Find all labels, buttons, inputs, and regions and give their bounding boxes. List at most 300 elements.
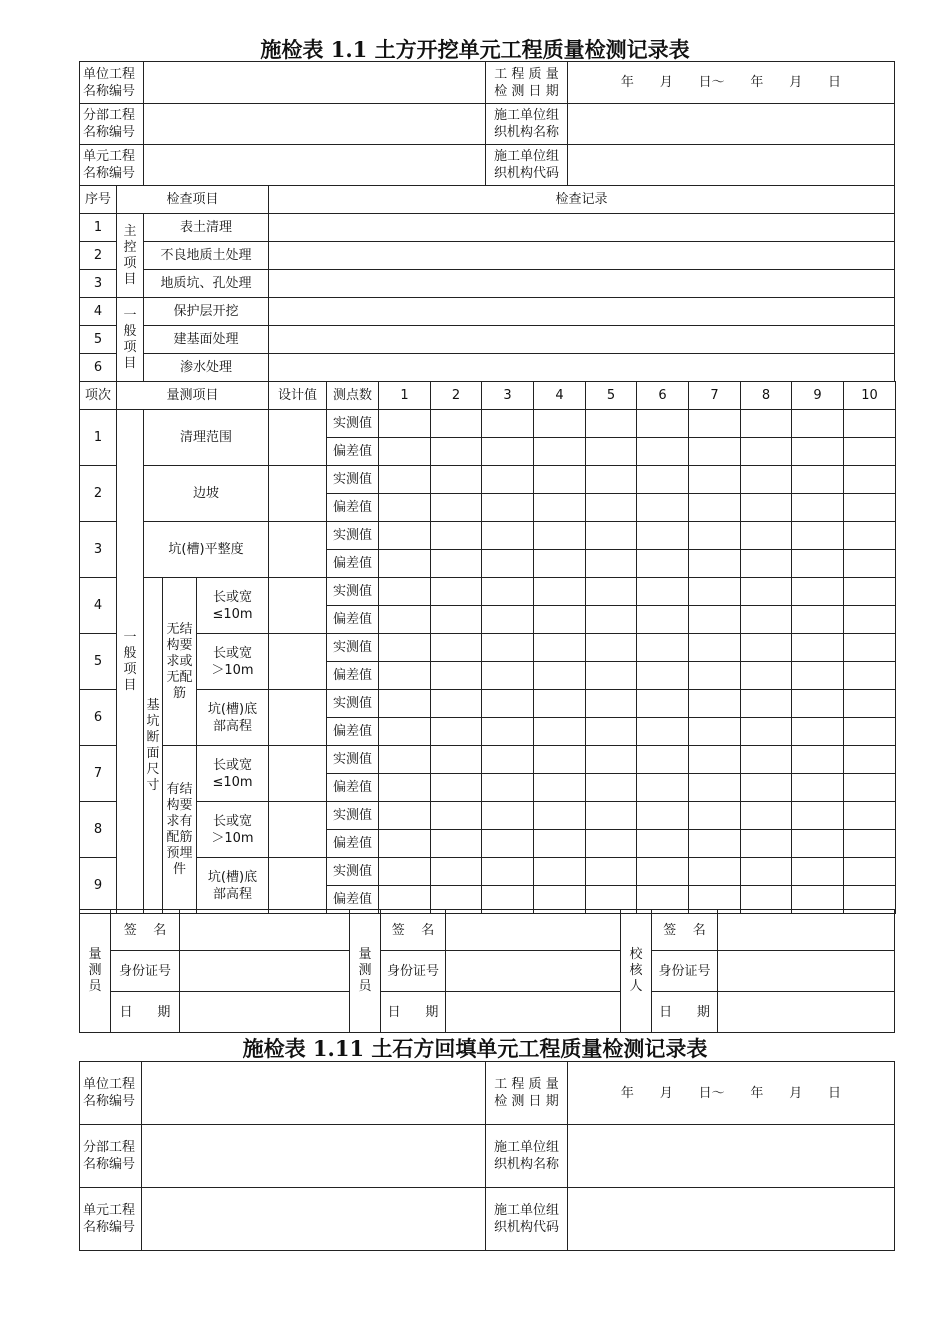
design-value-field[interactable] — [269, 858, 327, 914]
surveyor1-date-field[interactable] — [180, 992, 350, 1033]
measure-value-cell[interactable] — [637, 578, 689, 606]
measure-value-cell[interactable] — [482, 438, 534, 466]
surveyor2-name-field[interactable] — [446, 910, 621, 951]
measure-general-group: 一 般 项 目 — [117, 410, 144, 914]
measure-value-cell[interactable] — [431, 746, 482, 774]
measure-row-no: 9 — [80, 858, 117, 914]
measure-row-name: 坑(槽)平整度 — [144, 522, 269, 578]
form1-title: 施检表 1.1 土方开挖单元工程质量检测记录表 — [260, 37, 690, 62]
measure-value-cell[interactable] — [844, 690, 896, 718]
measure-value-cell[interactable] — [379, 802, 431, 830]
measure-value-cell[interactable] — [689, 522, 741, 550]
measure-value-cell[interactable] — [844, 578, 896, 606]
form2-header-table — [79, 1061, 895, 1251]
measure-value-cell[interactable] — [741, 634, 792, 662]
measure-value-cell[interactable] — [586, 858, 637, 886]
measured-label: 实测值 — [327, 578, 379, 606]
measure-value-cell[interactable] — [379, 438, 431, 466]
measure-value-cell[interactable] — [741, 858, 792, 886]
design-value-field[interactable] — [269, 634, 327, 690]
sub-project-field[interactable] — [144, 104, 486, 145]
measure-value-cell[interactable] — [741, 410, 792, 438]
form2-org-code-field[interactable] — [568, 1188, 895, 1251]
measured-label: 实测值 — [327, 858, 379, 886]
form2-elem-project-label: 单元工程 名称编号 — [80, 1188, 142, 1251]
measure-row-name: 坑(槽)底 部高程 — [197, 690, 269, 746]
check-row-name: 表土清理 — [144, 214, 269, 242]
measure-value-cell[interactable] — [689, 438, 741, 466]
measure-value-cell[interactable] — [637, 746, 689, 774]
col-record-header: 检查记录 — [269, 186, 895, 214]
measure-value-cell[interactable] — [379, 718, 431, 746]
measured-label: 实测值 — [327, 634, 379, 662]
with-structure-group: 有结 构要 求有 配筋 预埋 件 — [163, 746, 197, 914]
deviation-label: 偏差值 — [327, 718, 379, 746]
design-value-field[interactable] — [269, 522, 327, 578]
measure-value-cell[interactable] — [792, 802, 844, 830]
id-card-label: 身份证号 — [111, 951, 180, 992]
measure-value-cell[interactable] — [637, 718, 689, 746]
measure-value-cell[interactable] — [844, 746, 896, 774]
measure-value-cell[interactable] — [637, 438, 689, 466]
measure-value-cell[interactable] — [534, 662, 586, 690]
measure-value-cell[interactable] — [482, 718, 534, 746]
measure-value-cell[interactable] — [792, 606, 844, 634]
sign-name-label: 签 名 — [381, 910, 446, 951]
measure-value-cell[interactable] — [689, 634, 741, 662]
measure-value-cell[interactable] — [792, 522, 844, 550]
measure-value-cell[interactable] — [689, 718, 741, 746]
measured-label: 实测值 — [327, 802, 379, 830]
measure-value-cell[interactable] — [792, 634, 844, 662]
measure-value-cell[interactable] — [534, 494, 586, 522]
measure-value-cell[interactable] — [741, 774, 792, 802]
measure-value-cell[interactable] — [431, 718, 482, 746]
measure-value-cell[interactable] — [431, 690, 482, 718]
measure-value-cell[interactable] — [534, 774, 586, 802]
measure-value-cell[interactable] — [741, 746, 792, 774]
measure-value-cell[interactable] — [586, 690, 637, 718]
check-row-no: 1 — [80, 214, 117, 242]
measure-value-cell[interactable] — [689, 858, 741, 886]
checker-label: 校 核 人 — [621, 910, 652, 1033]
general-group: 一 般 项 目 — [117, 298, 144, 382]
measure-value-cell[interactable] — [844, 522, 896, 550]
org-name-field[interactable] — [568, 104, 895, 145]
unit-project-label: 单位工程 名称编号 — [80, 62, 144, 104]
form2-unit-project-field[interactable] — [142, 1062, 486, 1125]
measure-value-cell[interactable] — [431, 438, 482, 466]
measure-value-cell[interactable] — [379, 522, 431, 550]
measure-value-cell[interactable] — [534, 746, 586, 774]
measure-value-cell[interactable] — [431, 858, 482, 886]
measure-value-cell[interactable] — [637, 466, 689, 494]
measure-value-cell[interactable] — [379, 410, 431, 438]
measure-value-cell[interactable] — [792, 830, 844, 858]
measure-value-cell[interactable] — [534, 466, 586, 494]
form2-sub-project-field[interactable] — [142, 1125, 486, 1188]
deviation-label: 偏差值 — [327, 494, 379, 522]
measure-value-cell[interactable] — [741, 606, 792, 634]
point-num: 4 — [534, 382, 586, 410]
measure-value-cell[interactable] — [482, 494, 534, 522]
org-name-label: 施工单位组 织机构名称 — [486, 104, 568, 145]
measure-value-cell[interactable] — [689, 410, 741, 438]
surveyor1-id-field[interactable] — [180, 951, 350, 992]
check-row-no: 5 — [80, 326, 117, 354]
measure-value-cell[interactable] — [637, 830, 689, 858]
measure-value-cell[interactable] — [844, 494, 896, 522]
point-num: 7 — [689, 382, 741, 410]
measure-value-cell[interactable] — [637, 606, 689, 634]
org-code-field[interactable] — [568, 145, 895, 186]
measure-row-no: 4 — [80, 578, 117, 634]
measure-value-cell[interactable] — [741, 718, 792, 746]
measure-value-cell[interactable] — [586, 550, 637, 578]
measure-value-cell[interactable] — [379, 746, 431, 774]
date-label: 日 期 — [652, 992, 718, 1033]
measure-value-cell[interactable] — [844, 858, 896, 886]
measure-value-cell[interactable] — [534, 550, 586, 578]
id-card-label: 身份证号 — [652, 951, 718, 992]
measure-value-cell[interactable] — [844, 438, 896, 466]
deviation-label: 偏差值 — [327, 662, 379, 690]
measure-value-cell[interactable] — [844, 802, 896, 830]
measure-value-cell[interactable] — [586, 522, 637, 550]
measure-value-cell[interactable] — [792, 410, 844, 438]
measure-value-cell[interactable] — [689, 690, 741, 718]
measure-value-cell[interactable] — [379, 578, 431, 606]
measure-value-cell[interactable] — [482, 858, 534, 886]
pit-section-group: 基 坑 断 面 尺 寸 — [144, 578, 163, 914]
measure-value-cell[interactable] — [689, 550, 741, 578]
measure-value-cell[interactable] — [637, 802, 689, 830]
measure-value-cell[interactable] — [637, 858, 689, 886]
measure-value-cell[interactable] — [689, 466, 741, 494]
check-record-field[interactable] — [269, 242, 895, 270]
measure-row-no: 1 — [80, 410, 117, 466]
measure-value-cell[interactable] — [534, 606, 586, 634]
measure-value-cell[interactable] — [379, 466, 431, 494]
point-num: 3 — [482, 382, 534, 410]
measure-value-cell[interactable] — [482, 550, 534, 578]
measure-value-cell[interactable] — [637, 662, 689, 690]
measure-value-cell[interactable] — [379, 606, 431, 634]
measure-value-cell[interactable] — [534, 802, 586, 830]
measure-value-cell[interactable] — [431, 606, 482, 634]
measure-value-cell[interactable] — [431, 662, 482, 690]
measure-value-cell[interactable] — [431, 774, 482, 802]
measure-value-cell[interactable] — [482, 578, 534, 606]
date-part: 日 — [828, 1085, 842, 1101]
measure-value-cell[interactable] — [586, 466, 637, 494]
sign-name-label: 签 名 — [652, 910, 718, 951]
point-num: 10 — [844, 382, 896, 410]
measure-row-name: 清理范围 — [144, 410, 269, 466]
measure-value-cell[interactable] — [482, 606, 534, 634]
measure-value-cell[interactable] — [792, 858, 844, 886]
design-value-field[interactable] — [269, 690, 327, 746]
measure-value-cell[interactable] — [689, 662, 741, 690]
surveyor-label: 量 测 员 — [80, 910, 111, 1033]
point-num: 8 — [741, 382, 792, 410]
measure-value-cell[interactable] — [431, 466, 482, 494]
measure-value-cell[interactable] — [844, 718, 896, 746]
measure-value-cell[interactable] — [534, 690, 586, 718]
measure-value-cell[interactable] — [534, 522, 586, 550]
check-row-no: 6 — [80, 354, 117, 382]
measure-value-cell[interactable] — [844, 550, 896, 578]
measure-value-cell[interactable] — [431, 410, 482, 438]
measure-value-cell[interactable] — [586, 578, 637, 606]
measure-value-cell[interactable] — [586, 494, 637, 522]
col-points-header: 测点数 — [327, 382, 379, 410]
measure-value-cell[interactable] — [741, 466, 792, 494]
measure-value-cell[interactable] — [482, 634, 534, 662]
measure-value-cell[interactable] — [741, 578, 792, 606]
measure-value-cell[interactable] — [586, 662, 637, 690]
col-measure-item-header: 量测项目 — [117, 382, 269, 410]
measure-value-cell[interactable] — [741, 550, 792, 578]
elem-project-label: 单元工程 名称编号 — [80, 145, 144, 186]
measure-value-cell[interactable] — [637, 690, 689, 718]
checker-id-field[interactable] — [718, 951, 895, 992]
measure-value-cell[interactable] — [379, 550, 431, 578]
measure-value-cell[interactable] — [586, 802, 637, 830]
measure-value-cell[interactable] — [379, 662, 431, 690]
inspect-date-field[interactable] — [568, 62, 895, 104]
measure-value-cell[interactable] — [689, 774, 741, 802]
measure-value-cell[interactable] — [637, 774, 689, 802]
check-row-name: 地质坑、孔处理 — [144, 270, 269, 298]
measure-row-no: 5 — [80, 634, 117, 690]
form2-inspect-date-field[interactable] — [568, 1062, 895, 1125]
measure-value-cell[interactable] — [379, 830, 431, 858]
measure-value-cell[interactable] — [844, 662, 896, 690]
sign-name-label: 签 名 — [111, 910, 180, 951]
measure-value-cell[interactable] — [534, 718, 586, 746]
date-part: 日 — [828, 75, 842, 90]
measured-label: 实测值 — [327, 410, 379, 438]
measure-value-cell[interactable] — [534, 830, 586, 858]
measure-value-cell[interactable] — [844, 774, 896, 802]
check-row-name: 不良地质土处理 — [144, 242, 269, 270]
point-num: 6 — [637, 382, 689, 410]
measure-value-cell[interactable] — [379, 858, 431, 886]
measure-value-cell[interactable] — [741, 690, 792, 718]
measure-value-cell[interactable] — [431, 830, 482, 858]
measure-value-cell[interactable] — [482, 466, 534, 494]
form2-org-name-field[interactable] — [568, 1125, 895, 1188]
measure-value-cell[interactable] — [792, 690, 844, 718]
measure-value-cell[interactable] — [844, 410, 896, 438]
checker-name-field[interactable] — [718, 910, 895, 951]
measure-value-cell[interactable] — [637, 634, 689, 662]
measure-value-cell[interactable] — [689, 578, 741, 606]
check-row-name: 保护层开挖 — [144, 298, 269, 326]
col-no-header: 序号 — [80, 186, 117, 214]
measure-value-cell[interactable] — [482, 774, 534, 802]
design-value-field[interactable] — [269, 410, 327, 466]
measure-value-cell[interactable] — [844, 830, 896, 858]
design-value-field[interactable] — [269, 466, 327, 522]
measure-value-cell[interactable] — [586, 410, 637, 438]
measure-value-cell[interactable] — [844, 634, 896, 662]
measure-value-cell[interactable] — [379, 690, 431, 718]
measure-value-cell[interactable] — [482, 522, 534, 550]
point-num: 2 — [431, 382, 482, 410]
measure-value-cell[interactable] — [431, 802, 482, 830]
measure-value-cell[interactable] — [741, 494, 792, 522]
point-num: 1 — [379, 382, 431, 410]
measure-value-cell[interactable] — [792, 746, 844, 774]
measure-value-cell[interactable] — [586, 774, 637, 802]
measure-value-cell[interactable] — [379, 634, 431, 662]
measure-value-cell[interactable] — [637, 550, 689, 578]
measure-value-cell[interactable] — [482, 746, 534, 774]
surveyor1-name-field[interactable] — [180, 910, 350, 951]
check-record-field[interactable] — [269, 270, 895, 298]
surveyor-label: 量 测 员 — [350, 910, 381, 1033]
measure-value-cell[interactable] — [431, 494, 482, 522]
measure-value-cell[interactable] — [792, 578, 844, 606]
elem-project-field[interactable] — [144, 145, 486, 186]
unit-project-field[interactable] — [144, 62, 486, 104]
measure-value-cell[interactable] — [431, 522, 482, 550]
check-record-field[interactable] — [269, 298, 895, 326]
measured-label: 实测值 — [327, 746, 379, 774]
measure-value-cell[interactable] — [792, 550, 844, 578]
measure-value-cell[interactable] — [637, 522, 689, 550]
measure-value-cell[interactable] — [586, 634, 637, 662]
measure-value-cell[interactable] — [482, 410, 534, 438]
surveyor2-date-field[interactable] — [446, 992, 621, 1033]
measure-value-cell[interactable] — [689, 494, 741, 522]
measure-value-cell[interactable] — [534, 578, 586, 606]
org-code-label: 施工单位组 织机构代码 — [486, 145, 568, 186]
measured-label: 实测值 — [327, 466, 379, 494]
measure-value-cell[interactable] — [844, 606, 896, 634]
measure-value-cell[interactable] — [792, 774, 844, 802]
check-row-name: 建基面处理 — [144, 326, 269, 354]
measure-value-cell[interactable] — [792, 494, 844, 522]
measure-row-no: 2 — [80, 466, 117, 522]
measure-value-cell[interactable] — [534, 858, 586, 886]
measure-row-no: 6 — [80, 690, 117, 746]
measure-value-cell[interactable] — [482, 830, 534, 858]
date-label: 日 期 — [381, 992, 446, 1033]
measured-label: 实测值 — [327, 690, 379, 718]
date-part: 月 — [789, 75, 803, 90]
deviation-label: 偏差值 — [327, 438, 379, 466]
measure-value-cell[interactable] — [689, 802, 741, 830]
signature-table — [79, 909, 895, 1033]
measure-value-cell[interactable] — [534, 438, 586, 466]
measure-value-cell[interactable] — [741, 522, 792, 550]
measure-value-cell[interactable] — [586, 606, 637, 634]
date-part: 年 — [750, 1085, 764, 1101]
no-structure-group: 无结 构要 求或 无配 筋 — [163, 578, 197, 746]
check-record-field[interactable] — [269, 214, 895, 242]
main-control-group: 主 控 项 目 — [117, 214, 144, 298]
inspect-date-label: 工 程 质 量 检 测 日 期 — [486, 62, 568, 104]
form2-title: 施检表 1.11 土石方回填单元工程质量检测记录表 — [242, 1036, 708, 1061]
measure-value-cell[interactable] — [792, 662, 844, 690]
measure-value-cell[interactable] — [689, 606, 741, 634]
check-record-field[interactable] — [269, 354, 895, 382]
deviation-label: 偏差值 — [327, 550, 379, 578]
point-num: 5 — [586, 382, 637, 410]
measure-row-name: 长或宽 ≤10m — [197, 578, 269, 634]
id-card-label: 身份证号 — [381, 951, 446, 992]
measure-value-cell[interactable] — [792, 718, 844, 746]
measure-value-cell[interactable] — [637, 410, 689, 438]
surveyor2-id-field[interactable] — [446, 951, 621, 992]
measure-value-cell[interactable] — [586, 718, 637, 746]
deviation-label: 偏差值 — [327, 774, 379, 802]
measure-value-cell[interactable] — [534, 410, 586, 438]
measure-table — [79, 381, 896, 914]
col-item-header: 检查项目 — [117, 186, 269, 214]
measure-value-cell[interactable] — [689, 746, 741, 774]
check-row-no: 4 — [80, 298, 117, 326]
design-value-field[interactable] — [269, 746, 327, 802]
sub-project-label: 分部工程 名称编号 — [80, 104, 144, 145]
form2-elem-project-field[interactable] — [142, 1188, 486, 1251]
date-part: 日～ — [698, 1085, 725, 1101]
design-value-field[interactable] — [269, 802, 327, 858]
date-part: 日～ — [698, 75, 725, 90]
checker-date-field[interactable] — [718, 992, 895, 1033]
measure-value-cell[interactable] — [431, 578, 482, 606]
measure-value-cell[interactable] — [741, 438, 792, 466]
date-part: 年 — [620, 1085, 634, 1101]
check-record-field[interactable] — [269, 326, 895, 354]
design-value-field[interactable] — [269, 578, 327, 634]
measure-value-cell[interactable] — [792, 466, 844, 494]
measure-value-cell[interactable] — [534, 634, 586, 662]
measure-value-cell[interactable] — [689, 830, 741, 858]
deviation-label: 偏差值 — [327, 606, 379, 634]
measure-value-cell[interactable] — [431, 550, 482, 578]
measure-value-cell[interactable] — [741, 662, 792, 690]
measure-value-cell[interactable] — [482, 690, 534, 718]
form2-org-name-label: 施工单位组 织机构名称 — [486, 1125, 568, 1188]
date-part: 月 — [659, 75, 673, 90]
measure-value-cell[interactable] — [482, 802, 534, 830]
measure-value-cell[interactable] — [741, 830, 792, 858]
date-part: 月 — [659, 1085, 673, 1101]
measure-value-cell[interactable] — [379, 494, 431, 522]
measure-value-cell[interactable] — [741, 802, 792, 830]
measure-value-cell[interactable] — [379, 774, 431, 802]
measure-value-cell[interactable] — [431, 634, 482, 662]
measure-row-no: 7 — [80, 746, 117, 802]
col-design-header: 设计值 — [269, 382, 327, 410]
measure-row-no: 3 — [80, 522, 117, 578]
measure-value-cell[interactable] — [844, 466, 896, 494]
date-part: 年 — [750, 75, 764, 90]
measure-value-cell[interactable] — [586, 830, 637, 858]
measure-value-cell[interactable] — [586, 746, 637, 774]
check-row-no: 3 — [80, 270, 117, 298]
point-num: 9 — [792, 382, 844, 410]
deviation-label: 偏差值 — [327, 886, 379, 914]
measure-value-cell[interactable] — [586, 438, 637, 466]
measure-value-cell[interactable] — [792, 438, 844, 466]
measure-value-cell[interactable] — [482, 662, 534, 690]
measure-value-cell[interactable] — [637, 494, 689, 522]
